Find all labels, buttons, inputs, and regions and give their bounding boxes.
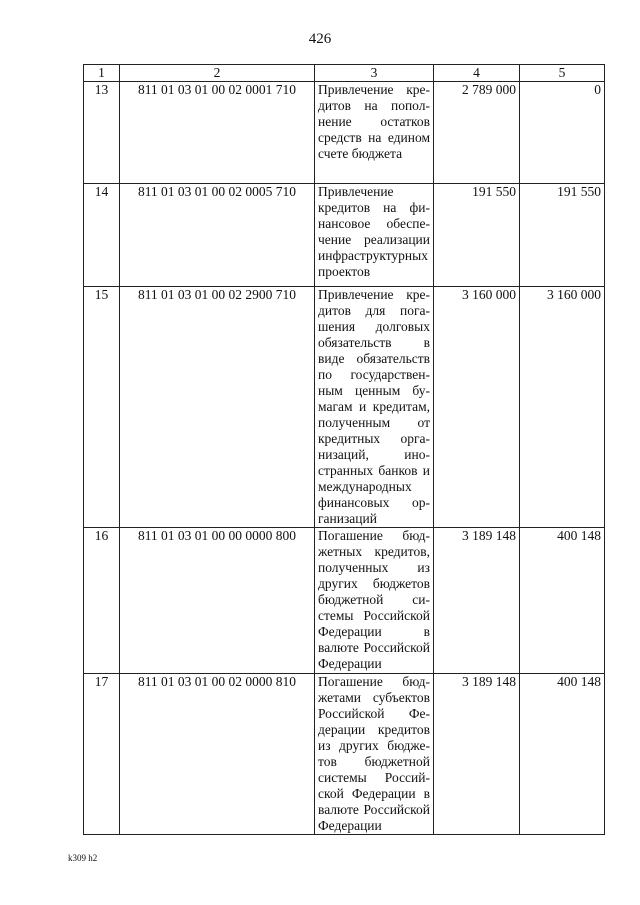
- table-header-row: [84, 65, 605, 82]
- amount-col5: 191 550: [520, 184, 605, 287]
- column-header: 1: [84, 65, 120, 82]
- row-description: Погашение бюджетных кредитов, полученных из других бюджетов бюджетной системы Российской Федерации в валюте Российской Федерации: [315, 528, 434, 674]
- table-row: [84, 674, 605, 835]
- amount-col4: 191 550: [434, 184, 520, 287]
- budget-code: 811 01 03 01 00 02 2900 710: [120, 287, 315, 528]
- amount-col4: 3 189 148: [434, 674, 520, 835]
- amount-col4: 3 189 148: [434, 528, 520, 674]
- budget-code: 811 01 03 01 00 02 0000 810: [120, 674, 315, 835]
- row-number: 14: [84, 184, 120, 287]
- amount-col5: 3 160 000: [520, 287, 605, 528]
- budget-code: 811 01 03 01 00 02 0001 710: [120, 82, 315, 184]
- amount-col5: 400 148: [520, 674, 605, 835]
- row-number: 15: [84, 287, 120, 528]
- budget-code: 811 01 03 01 00 02 0005 710: [120, 184, 315, 287]
- table-row: [84, 287, 605, 528]
- amount-col4: 3 160 000: [434, 287, 520, 528]
- row-description: Привлечение кредитов на пополнение остатков средств на едином счете бюджета: [315, 82, 434, 184]
- table-row: [84, 184, 605, 287]
- row-number: 17: [84, 674, 120, 835]
- column-header: 2: [120, 65, 315, 82]
- column-header: 5: [520, 65, 605, 82]
- amount-col5: 400 148: [520, 528, 605, 674]
- amount-col5: 0: [520, 82, 605, 184]
- table-row: [84, 528, 605, 674]
- row-number: 16: [84, 528, 120, 674]
- budget-sources-table: [83, 64, 605, 835]
- table-row: [84, 82, 605, 184]
- amount-col4: 2 789 000: [434, 82, 520, 184]
- budget-code: 811 01 03 01 00 00 0000 800: [120, 528, 315, 674]
- footer-code: k309 h2: [68, 853, 98, 863]
- row-description: Привлечение кредитов на финансовое обеспечение реализации инфраструктурных проектов: [315, 184, 434, 287]
- column-header: 4: [434, 65, 520, 82]
- row-number: 13: [84, 82, 120, 184]
- row-description: Погашение бюджетами субъектов Российской Федерации кредитов из других бюджетов бюджетной системы Российской Федерации в валюте Российской Федерации: [315, 674, 434, 835]
- page-number: 426: [308, 31, 332, 47]
- column-header: 3: [315, 65, 434, 82]
- row-description: Привлечение кредитов для погашения долговых обязательств в виде обязательств по государственным ценным бумагам и кредитам, полученным от кредитных организаций, иностранных банков и международных финансовых организаций: [315, 287, 434, 528]
